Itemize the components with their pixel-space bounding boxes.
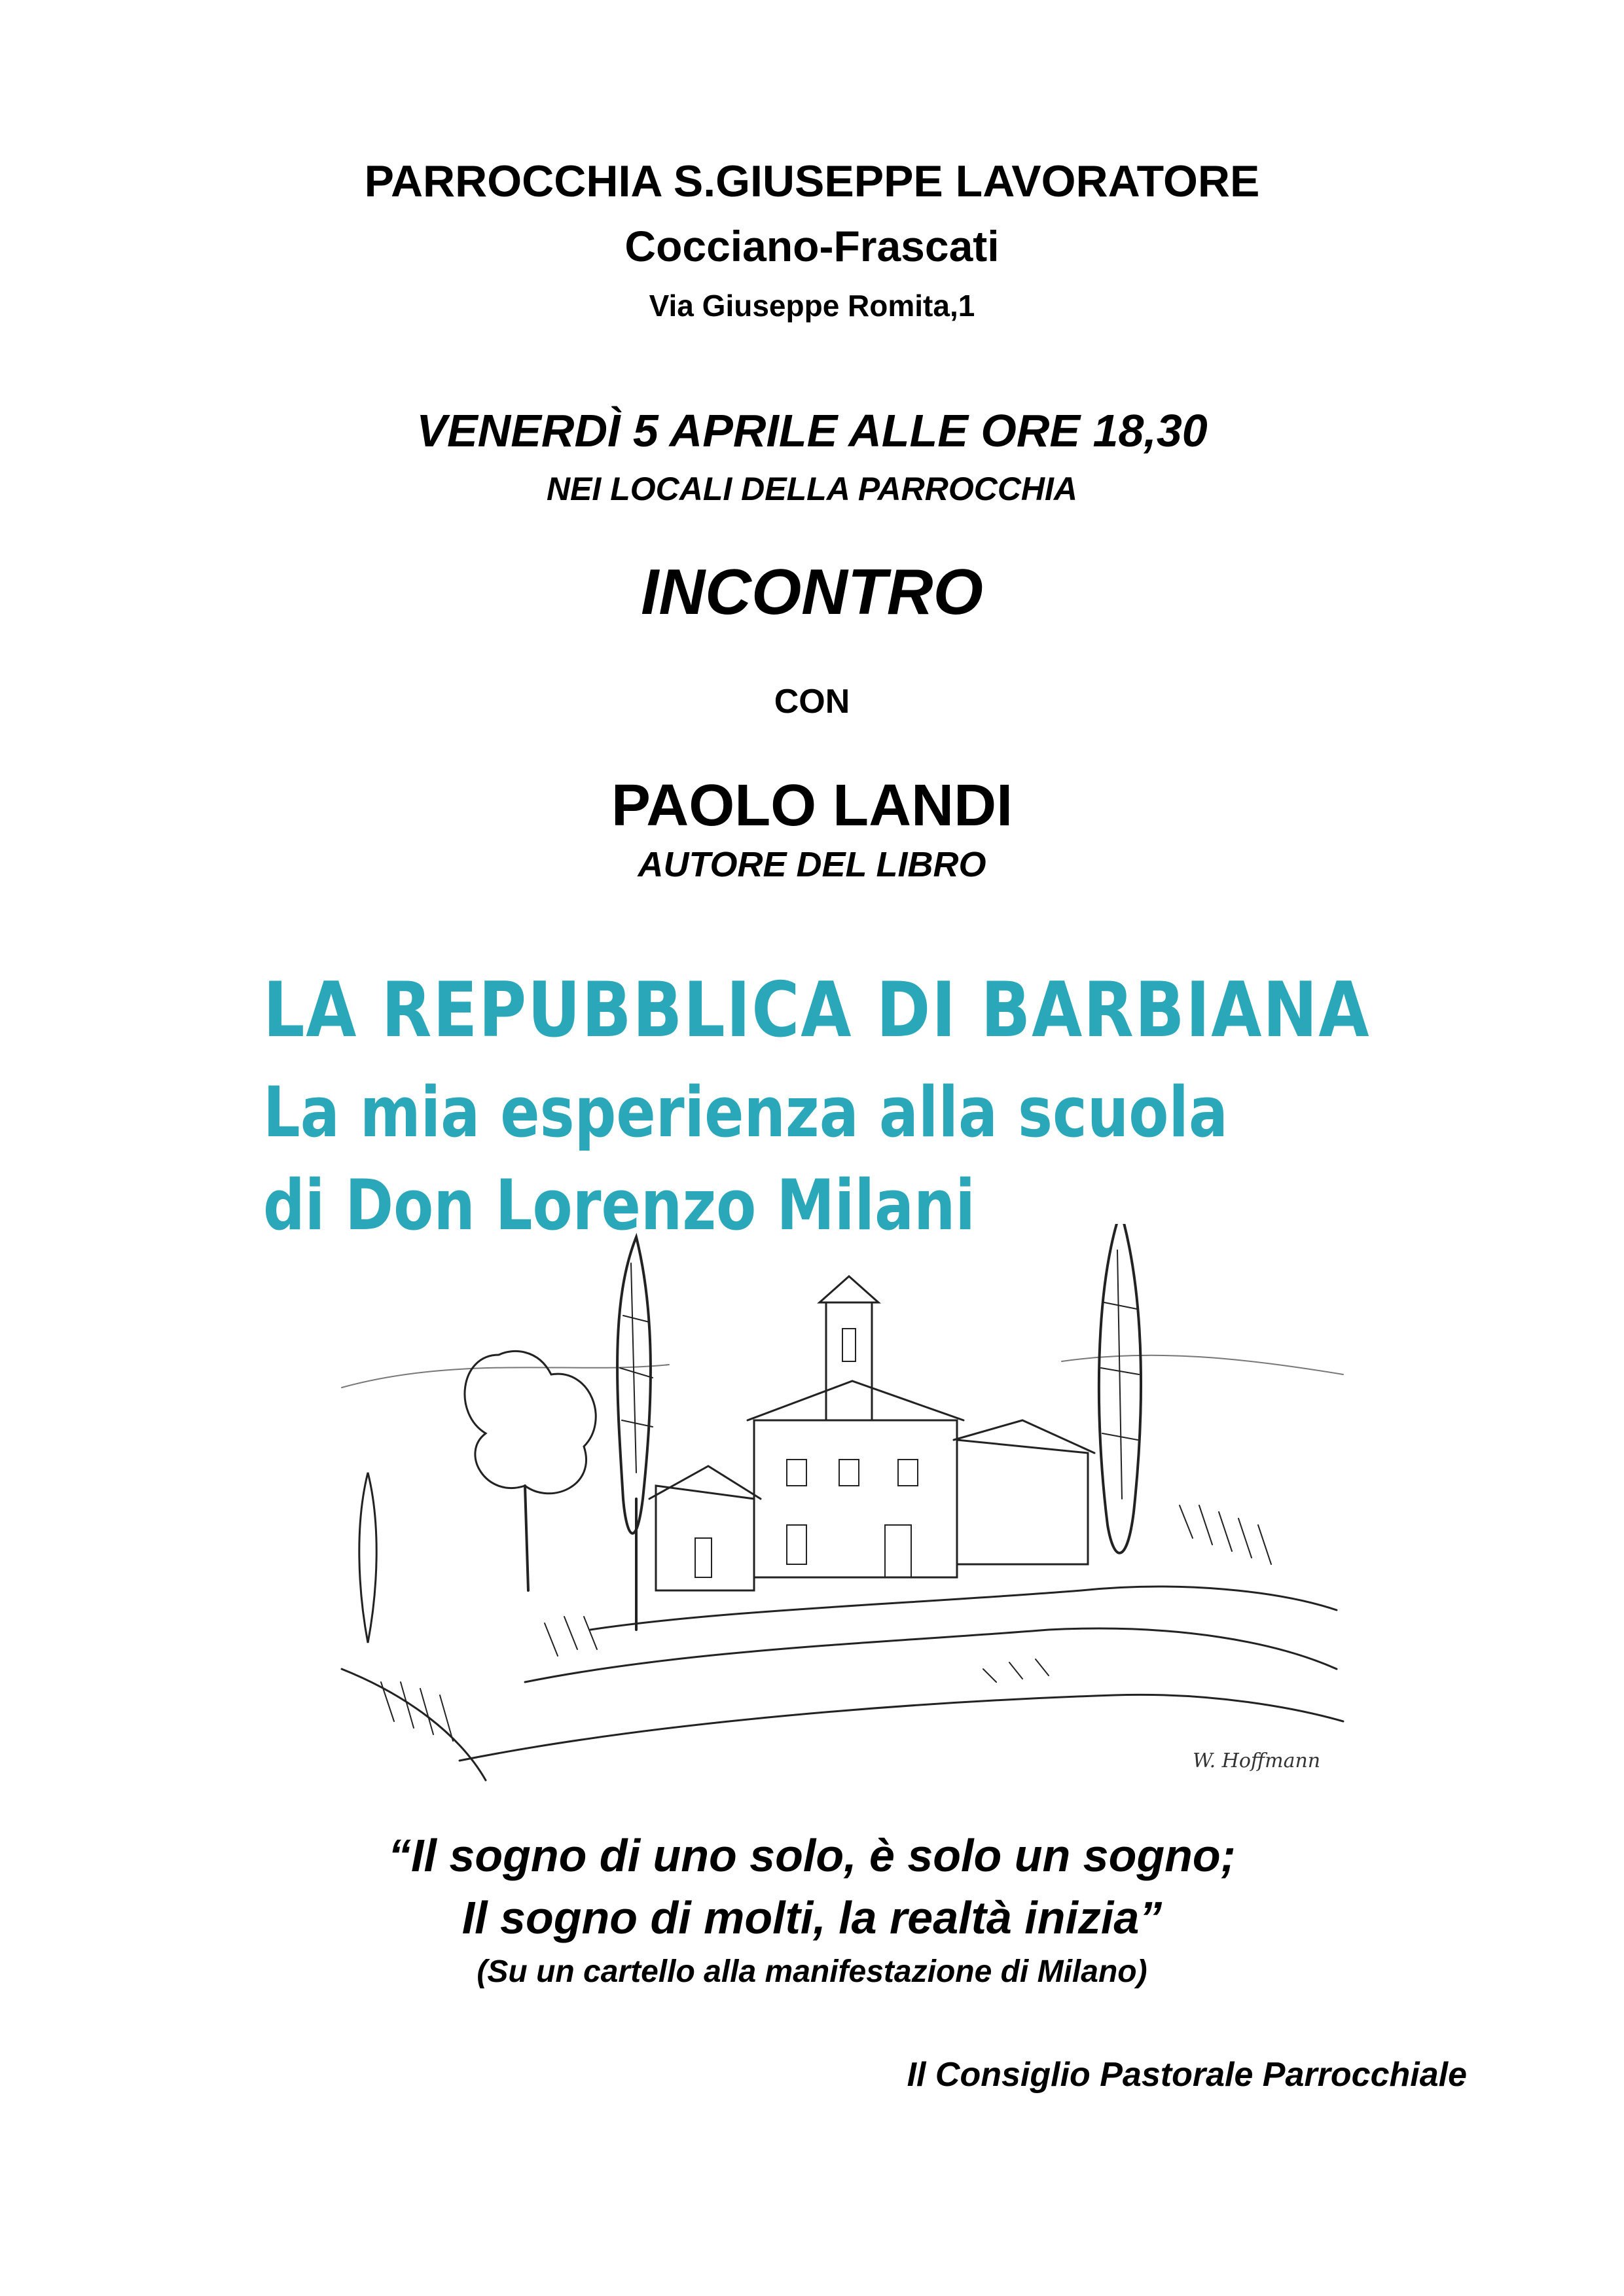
quote-line-1: “Il sogno di uno solo, è solo un sogno;: [388, 1830, 1236, 1881]
footer-signature: Il Consiglio Pastorale Parrocchiale: [907, 2056, 1467, 2094]
event-title: INCONTRO: [641, 556, 983, 628]
parish-place: Cocciano-Frascati: [624, 222, 1000, 270]
parish-name: PARROCCHIA S.GIUSEPPE LAVORATORE: [364, 156, 1260, 206]
book-subtitle-line1: La mia esperienza alla scuola: [263, 1072, 1228, 1153]
quote-source: (Su un cartello alla manifestazione di Milano): [477, 1954, 1147, 1989]
quote-line-2: Il sogno di molti, la realtà inizia”: [461, 1892, 1163, 1943]
speaker-role: AUTORE DEL LIBRO: [638, 845, 986, 884]
event-date-time: VENERDÌ 5 APRILE ALLE ORE 18,30: [416, 405, 1208, 456]
sketch-signature: W. Hoffmann: [1193, 1749, 1321, 1772]
book-cover-image: [244, 936, 1448, 1787]
parish-address: Via Giuseppe Romita,1: [649, 289, 975, 323]
barbiana-sketch-illustration: [329, 1224, 1350, 1787]
book-subtitle-line2: di Don Lorenzo Milani: [263, 1165, 975, 1246]
event-with: CON: [774, 683, 850, 721]
book-title: LA REPUBBLICA DI BARBIANA: [263, 966, 1371, 1054]
event-venue: NEI LOCALI DELLA PARROCCHIA: [546, 471, 1078, 507]
speaker-name: PAOLO LANDI: [611, 773, 1013, 838]
